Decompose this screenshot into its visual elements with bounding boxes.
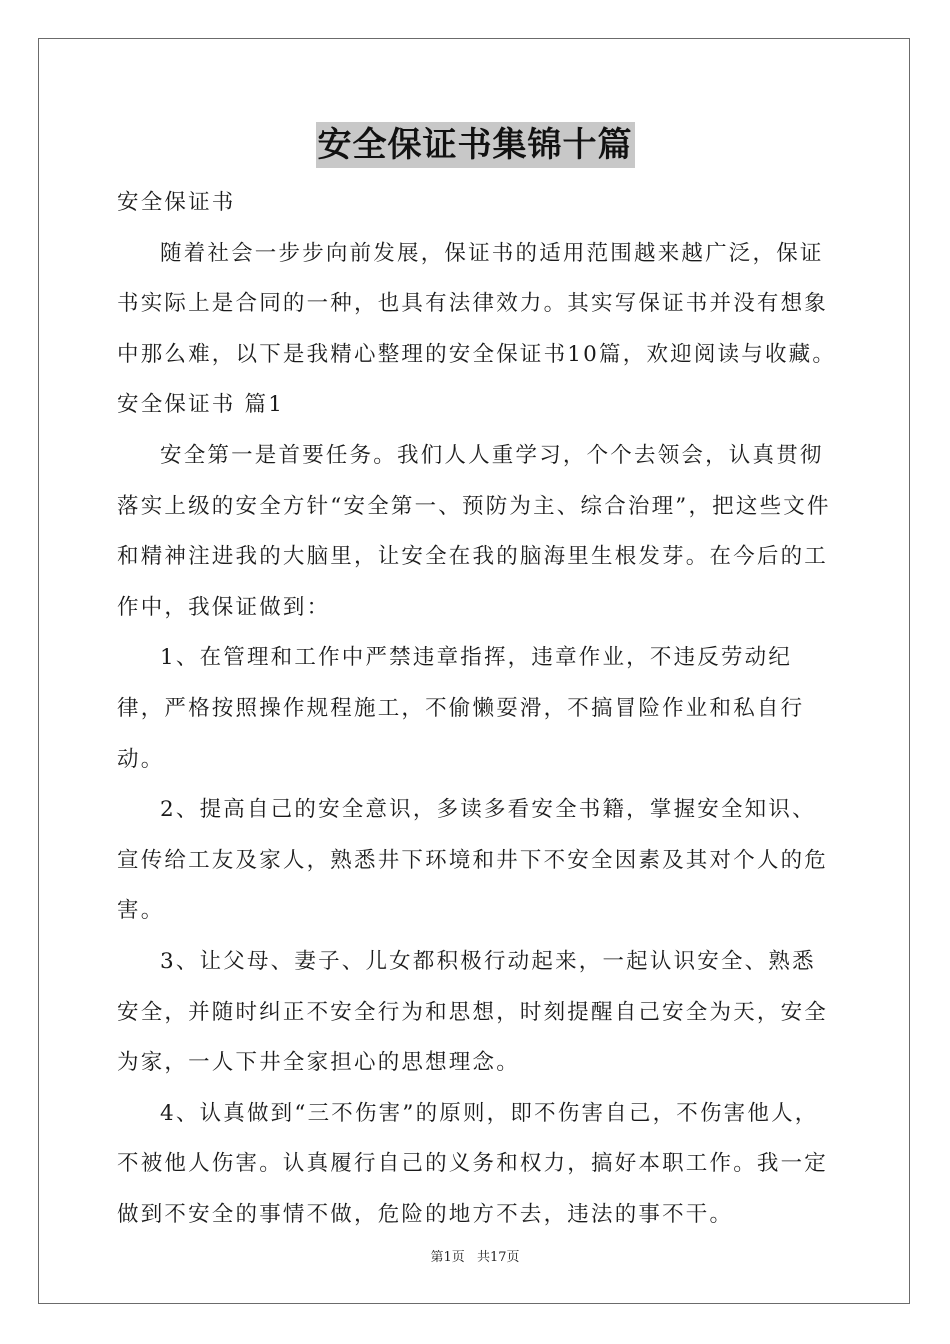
paragraph: 安全第一是首要任务。我们人人重学习，个个去领会，认真贯彻落实上级的安全方针“安全第一、预防为主、综合治理”，把这些文件和精神注进我的大脑里，让安全在我的脑海里生根发芽。在今后的工作中，我保证做到： bbox=[117, 442, 831, 620]
paragraph: 4、认真做到“三不伤害”的原则，即不伤害自己，不伤害他人，不被他人伤害。认真履行自己的义务和权力，搞好本职工作。我一定做到不安全的事情不做，危险的地方不去，违法的事不干。 bbox=[117, 1100, 829, 1227]
page-number: 第1页 bbox=[430, 1250, 465, 1265]
section-heading: 安全保证书 篇1 bbox=[117, 392, 285, 418]
document-title: 安全保证书集锦十篇 bbox=[316, 122, 635, 168]
paragraph-intro: 随着社会一步步向前发展，保证书的适用范围越来越广泛，保证书实际上是合同的一种，也具有法律效力。其实写保证书并没有想象中那么难，以下是我精心整理的安全保证书10篇，欢迎阅读与收藏。 bbox=[117, 240, 837, 367]
section-heading: 安全保证书 bbox=[117, 190, 236, 215]
document-body bbox=[117, 178, 837, 1240]
title-container bbox=[0, 122, 950, 168]
page-total: 共17页 bbox=[476, 1250, 520, 1265]
paragraph: 2、提高自己的安全意识，多读多看安全书籍，掌握安全知识、宣传给工友及家人，熟悉井下环境和井下不安全因素及其对个人的危害。 bbox=[117, 797, 829, 924]
paragraph: 3、让父母、妻子、儿女都积极行动起来，一起认识安全、熟悉安全，并随时纠正不安全行为和思想，时刻提醒自己安全为天，安全为家，一人下井全家担心的思想理念。 bbox=[117, 948, 829, 1076]
page-footer bbox=[0, 1246, 950, 1265]
paragraph: 1、在管理和工作中严禁违章指挥，违章作业，不违反劳动纪律，严格按照操作规程施工，不偷懒耍滑，不搞冒险作业和私自行动。 bbox=[117, 645, 805, 772]
